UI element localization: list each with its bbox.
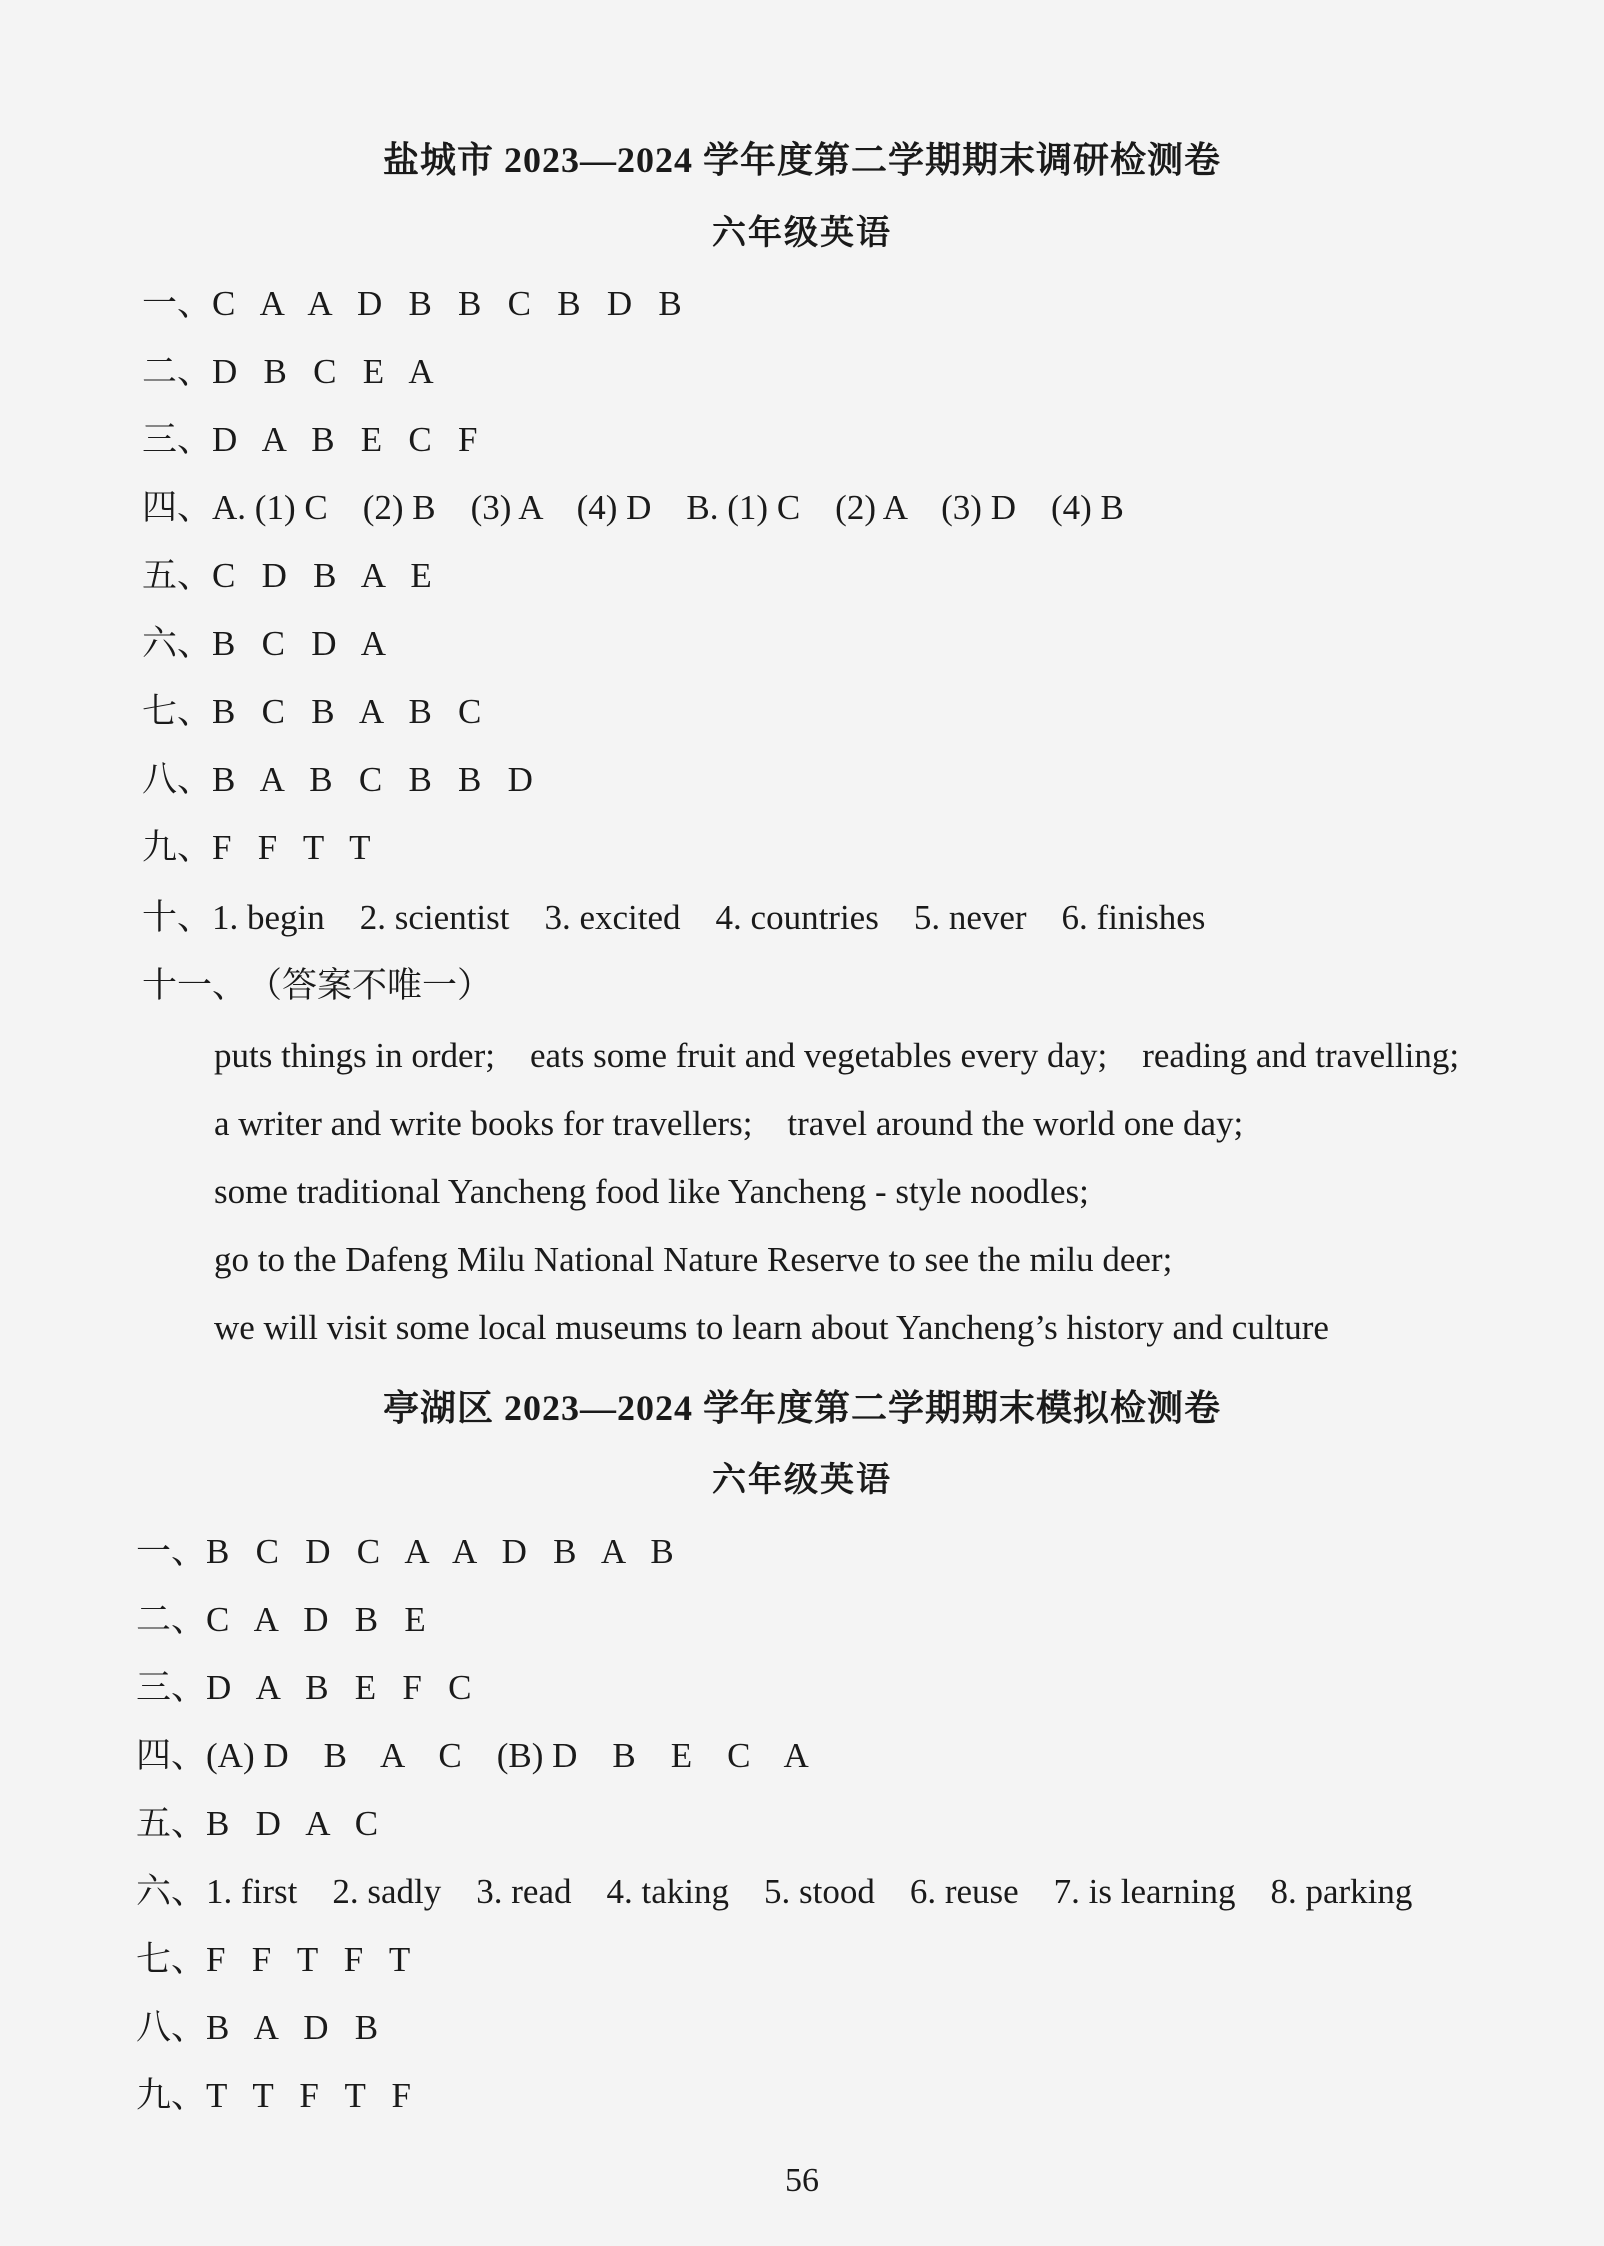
question-label: 八、 [142, 760, 213, 799]
writing-line: some traditional Yancheng food like Yancheng - style noodles; [214, 1172, 1089, 1211]
answer-row [136, 1804, 378, 1844]
answer-row [142, 488, 1124, 528]
answer-row [136, 1600, 426, 1640]
question-label: 七、 [142, 692, 213, 731]
answer-row [136, 1940, 410, 1980]
question-label: 一、 [142, 284, 213, 323]
question-label: 六、 [142, 624, 213, 663]
writing-line: go to the Dafeng Milu National Nature Reserve to see the milu deer; [214, 1240, 1173, 1279]
answer-row [136, 2008, 378, 2048]
writing-line: we will visit some local museums to learn about Yancheng’s history and culture [214, 1308, 1329, 1347]
question-label: 四、 [142, 488, 213, 527]
answers: D B C E A [212, 352, 434, 391]
answers: C A D B E [206, 1600, 426, 1639]
answer-row [142, 760, 533, 800]
page-number: 56 [785, 2162, 819, 2199]
answer-row [136, 1872, 1412, 1912]
answer-row [142, 692, 481, 732]
answers: B C D C A A D B A B [206, 1532, 674, 1571]
answers: D A B E F C [206, 1668, 472, 1707]
question-label: 十、 [142, 898, 213, 937]
answer-row [142, 420, 478, 460]
answers: F F T F T [206, 1940, 411, 1979]
writing-line: puts things in order; eats some fruit and vegetables every day; reading and travelling; [214, 1036, 1460, 1075]
question-label: 二、 [142, 352, 213, 391]
answers: 1. first 2. sadly 3. read 4. taking 5. stood 6. reuse 7. is learning 8. parking [206, 1872, 1413, 1911]
question-label: 八、 [136, 2008, 207, 2047]
answer-row [142, 966, 492, 1006]
question-label: 二、 [136, 1600, 207, 1639]
section1-title: 盐城市 2023—2024 学年度第二学期期末调研检测卷 [382, 140, 1221, 180]
question-label: 一、 [136, 1532, 207, 1571]
answers: C D B A E [212, 556, 432, 595]
answer-row [142, 624, 386, 664]
question-label: 十一、 [142, 966, 248, 1005]
section2-title: 亭湖区 2023—2024 学年度第二学期期末模拟检测卷 [382, 1388, 1221, 1428]
section2-subtitle: 六年级英语 [712, 1462, 892, 1499]
answers: C A A D B B C B D B [212, 284, 682, 323]
answers-note: （答案不唯一） [247, 966, 493, 1005]
answer-row [142, 556, 432, 596]
question-label: 六、 [136, 1872, 207, 1911]
question-label: 五、 [142, 556, 213, 595]
question-label: 三、 [142, 420, 213, 459]
answers: T T F T F [206, 2076, 411, 2115]
answers: B C D A [212, 624, 387, 663]
answer-row [142, 828, 371, 868]
section1-subtitle: 六年级英语 [712, 215, 892, 252]
answers: A. (1) C (2) B (3) A (4) D B. (1) C (2) A (3) D (4) B [212, 488, 1124, 527]
answer-row [136, 1532, 674, 1572]
answers: B C B A B C [212, 692, 482, 731]
answers: 1. begin 2. scientist 3. excited 4. countries 5. never 6. finishes [212, 898, 1206, 937]
answers: B A B C B B D [212, 760, 533, 799]
answer-row [136, 2076, 411, 2116]
question-label: 九、 [142, 828, 213, 867]
question-label: 五、 [136, 1804, 207, 1843]
answers: B D A C [206, 1804, 379, 1843]
answer-row [136, 1668, 472, 1708]
answer-row [142, 284, 682, 324]
writing-line: a writer and write books for travellers; travel around the world one day; [214, 1104, 1244, 1143]
answers: (A) D B A C (B) D B E C A [206, 1736, 809, 1775]
question-label: 三、 [136, 1668, 207, 1707]
answers: D A B E C F [212, 420, 478, 459]
answers: F F T T [212, 828, 371, 867]
question-label: 四、 [136, 1736, 207, 1775]
question-label: 七、 [136, 1940, 207, 1979]
answers: B A D B [206, 2008, 379, 2047]
answer-row [136, 1736, 809, 1776]
question-label: 九、 [136, 2076, 207, 2115]
answer-row [142, 898, 1205, 938]
answer-row [142, 352, 434, 392]
